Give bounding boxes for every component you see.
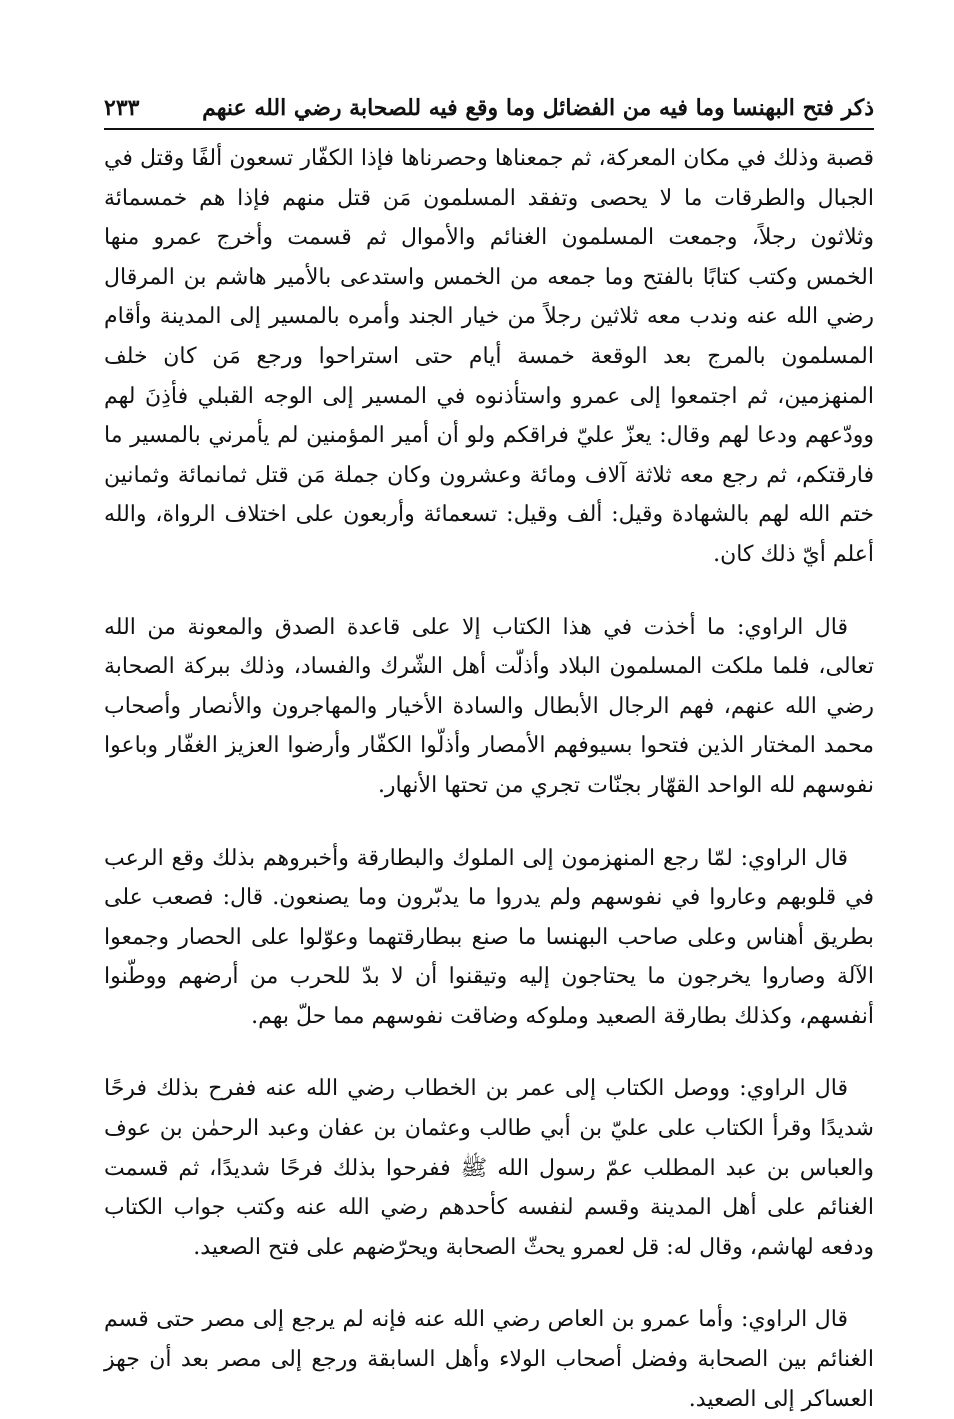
header-rule [104, 128, 874, 130]
page-number: ٢٣٣ [104, 95, 140, 121]
running-head [104, 86, 874, 126]
paragraph: قال الراوي: ووصل الكتاب إلى عمر بن الخطاب رضي الله عنه ففرح بذلك فرحًا شديدًا وقرأ الكتاب على عليّ بن أبي طالب وعثمان بن عفان وعبد الرحمٰن بن عوف والعباس بن عبد المطلب عمّ رسول الله ﷺ ففرحوا بذلك فرحًا شديدًا، ثم قسمت الغنائم على أهل المدينة وقسم لنفسه كأحدهم رضي الله عنه وكتب جواب الكتاب ودفعه لهاشم، وقال له: قل لعمرو يحثّ الصحابة ويحرّضهم على فتح الصعيد. [104, 1076, 874, 1260]
paragraph: قال الراوي: لمّا رجع المنهزمون إلى الملوك والبطارقة وأخبروهم بذلك وقع الرعب في قلوبهم وعاروا في نفوسهم ولم يدروا ما يدبّرون وما يصنعون. قال: فصعب على بطريق أهناس وعلى صاحب البهنسا ما صنع ببطارقتهما وعوّلوا على الحصار وجمعوا الآلة وصاروا يخرجون ما يحتاجون إليه وتيقنوا أن لا بدّ للحرب من أرضهم ووطّنوا أنفسهم، وكذلك بطارقة الصعيد وملوكه وضاقت نفوسهم مما حلّ بهم. [104, 845, 874, 1029]
running-title: ذكر فتح البهنسا وما فيه من الفضائل وما وقع فيه للصحابة رضي الله عنهم [202, 95, 874, 121]
paragraph: قال الراوي: وأما عمرو بن العاص رضي الله عنه فإنه لم يرجع إلى مصر حتى قسم الغنائم بين الصحابة وفضل أصحاب الولاء وأهل السابقة ورجع إلى مصر بعد أن جهز العساكر إلى الصعيد. [104, 1307, 874, 1412]
body-text [104, 139, 874, 1419]
paragraph: قصبة وذلك في مكان المعركة، ثم جمعناها وحصرناها فإذا الكفّار تسعون ألفًا وقتل في الجبال والطرقات ما لا يحصى وتفقد المسلمون مَن قتل منهم فإذا هم خمسمائة وثلاثون رجلاً، وجمعت المسلمون الغنائم والأموال ثم قسمت وأخرج عمرو منها الخمس وكتب كتابًا بالفتح وما جمعه من الخمس واستدعى بالأمير هاشم بن المرقال رضي الله عنه وندب معه ثلاثين رجلاً من خيار الجند وأمره بالمسير إلى المدينة وأقام المسلمون بالمرج بعد الوقعة خمسة أيام حتى استراحوا ورجع مَن كان خلف المنهزمين، ثم اجتمعوا إلى عمرو واستأذنوه في المسير إلى الوجه القبلي فأذِنَ لهم وودّعهم ودعا لهم وقال: يعزّ عليّ فراقكم ولو أن أمير المؤمنين لم يأمرني بالمسير ما فارقتكم، ثم رجع معه ثلاثة آلاف ومائة وعشرون وكان جملة مَن قتل ثمانمائة وثمانين ختم الله لهم بالشهادة وقيل: ألف وقيل: تسعمائة وأربعون على اختلاف الرواة، والله أعلم أيّ ذلك كان. [104, 146, 874, 567]
paragraph: قال الراوي: ما أخذت في هذا الكتاب إلا على قاعدة الصدق والمعونة من الله تعالى، فلما ملكت المسلمون البلاد وأذلّت أهل الشّرك والفساد، وذلك ببركة الصحابة رضي الله عنهم، فهم الرجال الأبطال والسادة الأخيار والمهاجرون والأنصار وأصحاب محمد المختار الذين فتحوا بسيوفهم الأمصار وأذلّوا الكفّار وأرضوا العزيز الغفّار وباعوا نفوسهم لله الواحد القهّار بجنّات تجري من تحتها الأنهار. [104, 614, 874, 798]
